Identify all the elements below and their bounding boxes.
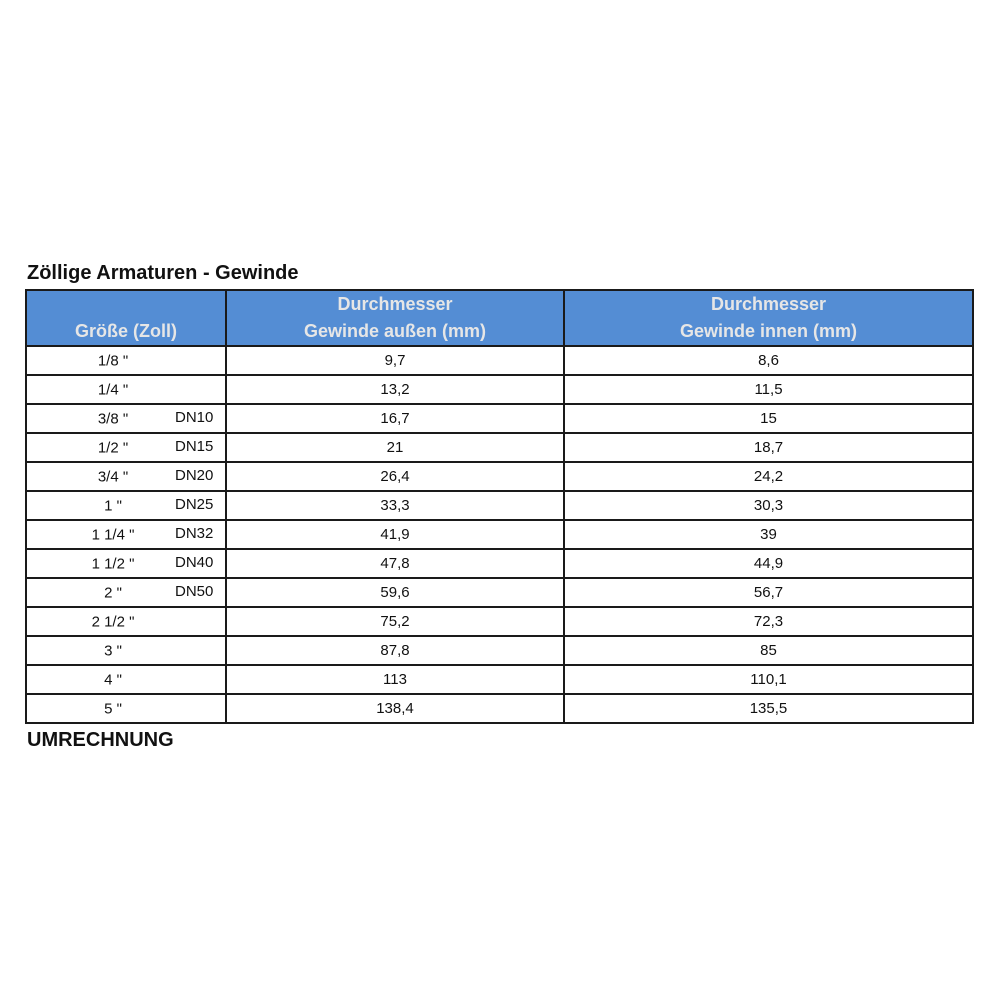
table-row: [26, 665, 973, 694]
size-value: 2 ": [104, 584, 122, 601]
size-value: 4 ": [104, 671, 122, 688]
size-value: 1 1/4 ": [91, 526, 135, 543]
inner-diameter-cell: 85: [564, 636, 973, 665]
dn-value: DN10: [175, 408, 214, 426]
header-size: [26, 290, 226, 346]
thread-size-table: [25, 289, 974, 724]
table-row: [26, 549, 973, 578]
outer-diameter-cell: 16,7: [226, 404, 564, 433]
size-value: 3 ": [104, 642, 122, 659]
inner-diameter-cell: 135,5: [564, 694, 973, 723]
size-cell: [26, 491, 226, 520]
table-row: [26, 404, 973, 433]
table-title: Zöllige Armaturen - Gewinde: [27, 262, 299, 284]
table-row: [26, 636, 973, 665]
header-outer: [226, 290, 564, 346]
size-cell: [26, 520, 226, 549]
outer-diameter-cell: 113: [226, 665, 564, 694]
inner-diameter-cell: 30,3: [564, 491, 973, 520]
table-row: [26, 375, 973, 404]
table-row: [26, 694, 973, 723]
outer-diameter-cell: 13,2: [226, 375, 564, 404]
header-outer-line2: Gewinde außen (mm): [303, 321, 487, 341]
header-row: [26, 290, 973, 346]
header-size-label: Größe (Zoll): [75, 321, 177, 341]
dn-value: DN40: [175, 553, 214, 571]
size-value: 3/4 ": [97, 468, 129, 485]
inner-diameter-cell: 39: [564, 520, 973, 549]
size-value: 1/2 ": [97, 439, 129, 456]
header-inner-line2: Gewinde innen (mm): [679, 321, 857, 341]
outer-diameter-cell: 59,6: [226, 578, 564, 607]
size-cell: [26, 433, 226, 462]
outer-diameter-cell: 47,8: [226, 549, 564, 578]
table-row: [26, 433, 973, 462]
outer-diameter-cell: 33,3: [226, 491, 564, 520]
size-cell: [26, 549, 226, 578]
dn-value: DN32: [175, 524, 214, 542]
inner-diameter-cell: 56,7: [564, 578, 973, 607]
table-row: [26, 491, 973, 520]
size-cell: [26, 607, 226, 636]
inner-diameter-cell: 44,9: [564, 549, 973, 578]
dn-value: DN15: [175, 437, 214, 455]
size-value: 3/8 ": [97, 410, 129, 427]
inner-diameter-cell: 18,7: [564, 433, 973, 462]
outer-diameter-cell: 21: [226, 433, 564, 462]
size-value: 1/4 ": [97, 381, 129, 398]
dn-value: DN20: [175, 466, 214, 484]
table-row: [26, 346, 973, 375]
inner-diameter-cell: 110,1: [564, 665, 973, 694]
outer-diameter-cell: 9,7: [226, 346, 564, 375]
dn-value: DN50: [175, 582, 214, 600]
outer-diameter-cell: 75,2: [226, 607, 564, 636]
table-row: [26, 520, 973, 549]
outer-diameter-cell: 138,4: [226, 694, 564, 723]
size-cell: [26, 375, 226, 404]
size-value: 2 1/2 ": [91, 613, 135, 630]
size-cell: [26, 346, 226, 375]
size-cell: [26, 462, 226, 491]
dn-value: DN25: [175, 495, 214, 513]
footer-label: UMRECHNUNG: [27, 729, 174, 751]
size-cell: [26, 636, 226, 665]
outer-diameter-cell: 26,4: [226, 462, 564, 491]
header-outer-line1: Durchmesser: [337, 294, 453, 314]
outer-diameter-cell: 41,9: [226, 520, 564, 549]
table-row: [26, 462, 973, 491]
inner-diameter-cell: 15: [564, 404, 973, 433]
inner-diameter-cell: 72,3: [564, 607, 973, 636]
size-cell: [26, 404, 226, 433]
size-value: 5 ": [104, 700, 122, 717]
inner-diameter-cell: 8,6: [564, 346, 973, 375]
size-cell: [26, 694, 226, 723]
size-cell: [26, 665, 226, 694]
header-inner-line1: Durchmesser: [710, 294, 827, 314]
size-value: 1 1/2 ": [91, 555, 135, 572]
size-cell: [26, 578, 226, 607]
inner-diameter-cell: 11,5: [564, 375, 973, 404]
size-value: 1/8 ": [97, 352, 129, 369]
header-inner: [564, 290, 973, 346]
table-row: [26, 607, 973, 636]
outer-diameter-cell: 87,8: [226, 636, 564, 665]
table-row: [26, 578, 973, 607]
inner-diameter-cell: 24,2: [564, 462, 973, 491]
size-value: 1 ": [104, 497, 122, 514]
